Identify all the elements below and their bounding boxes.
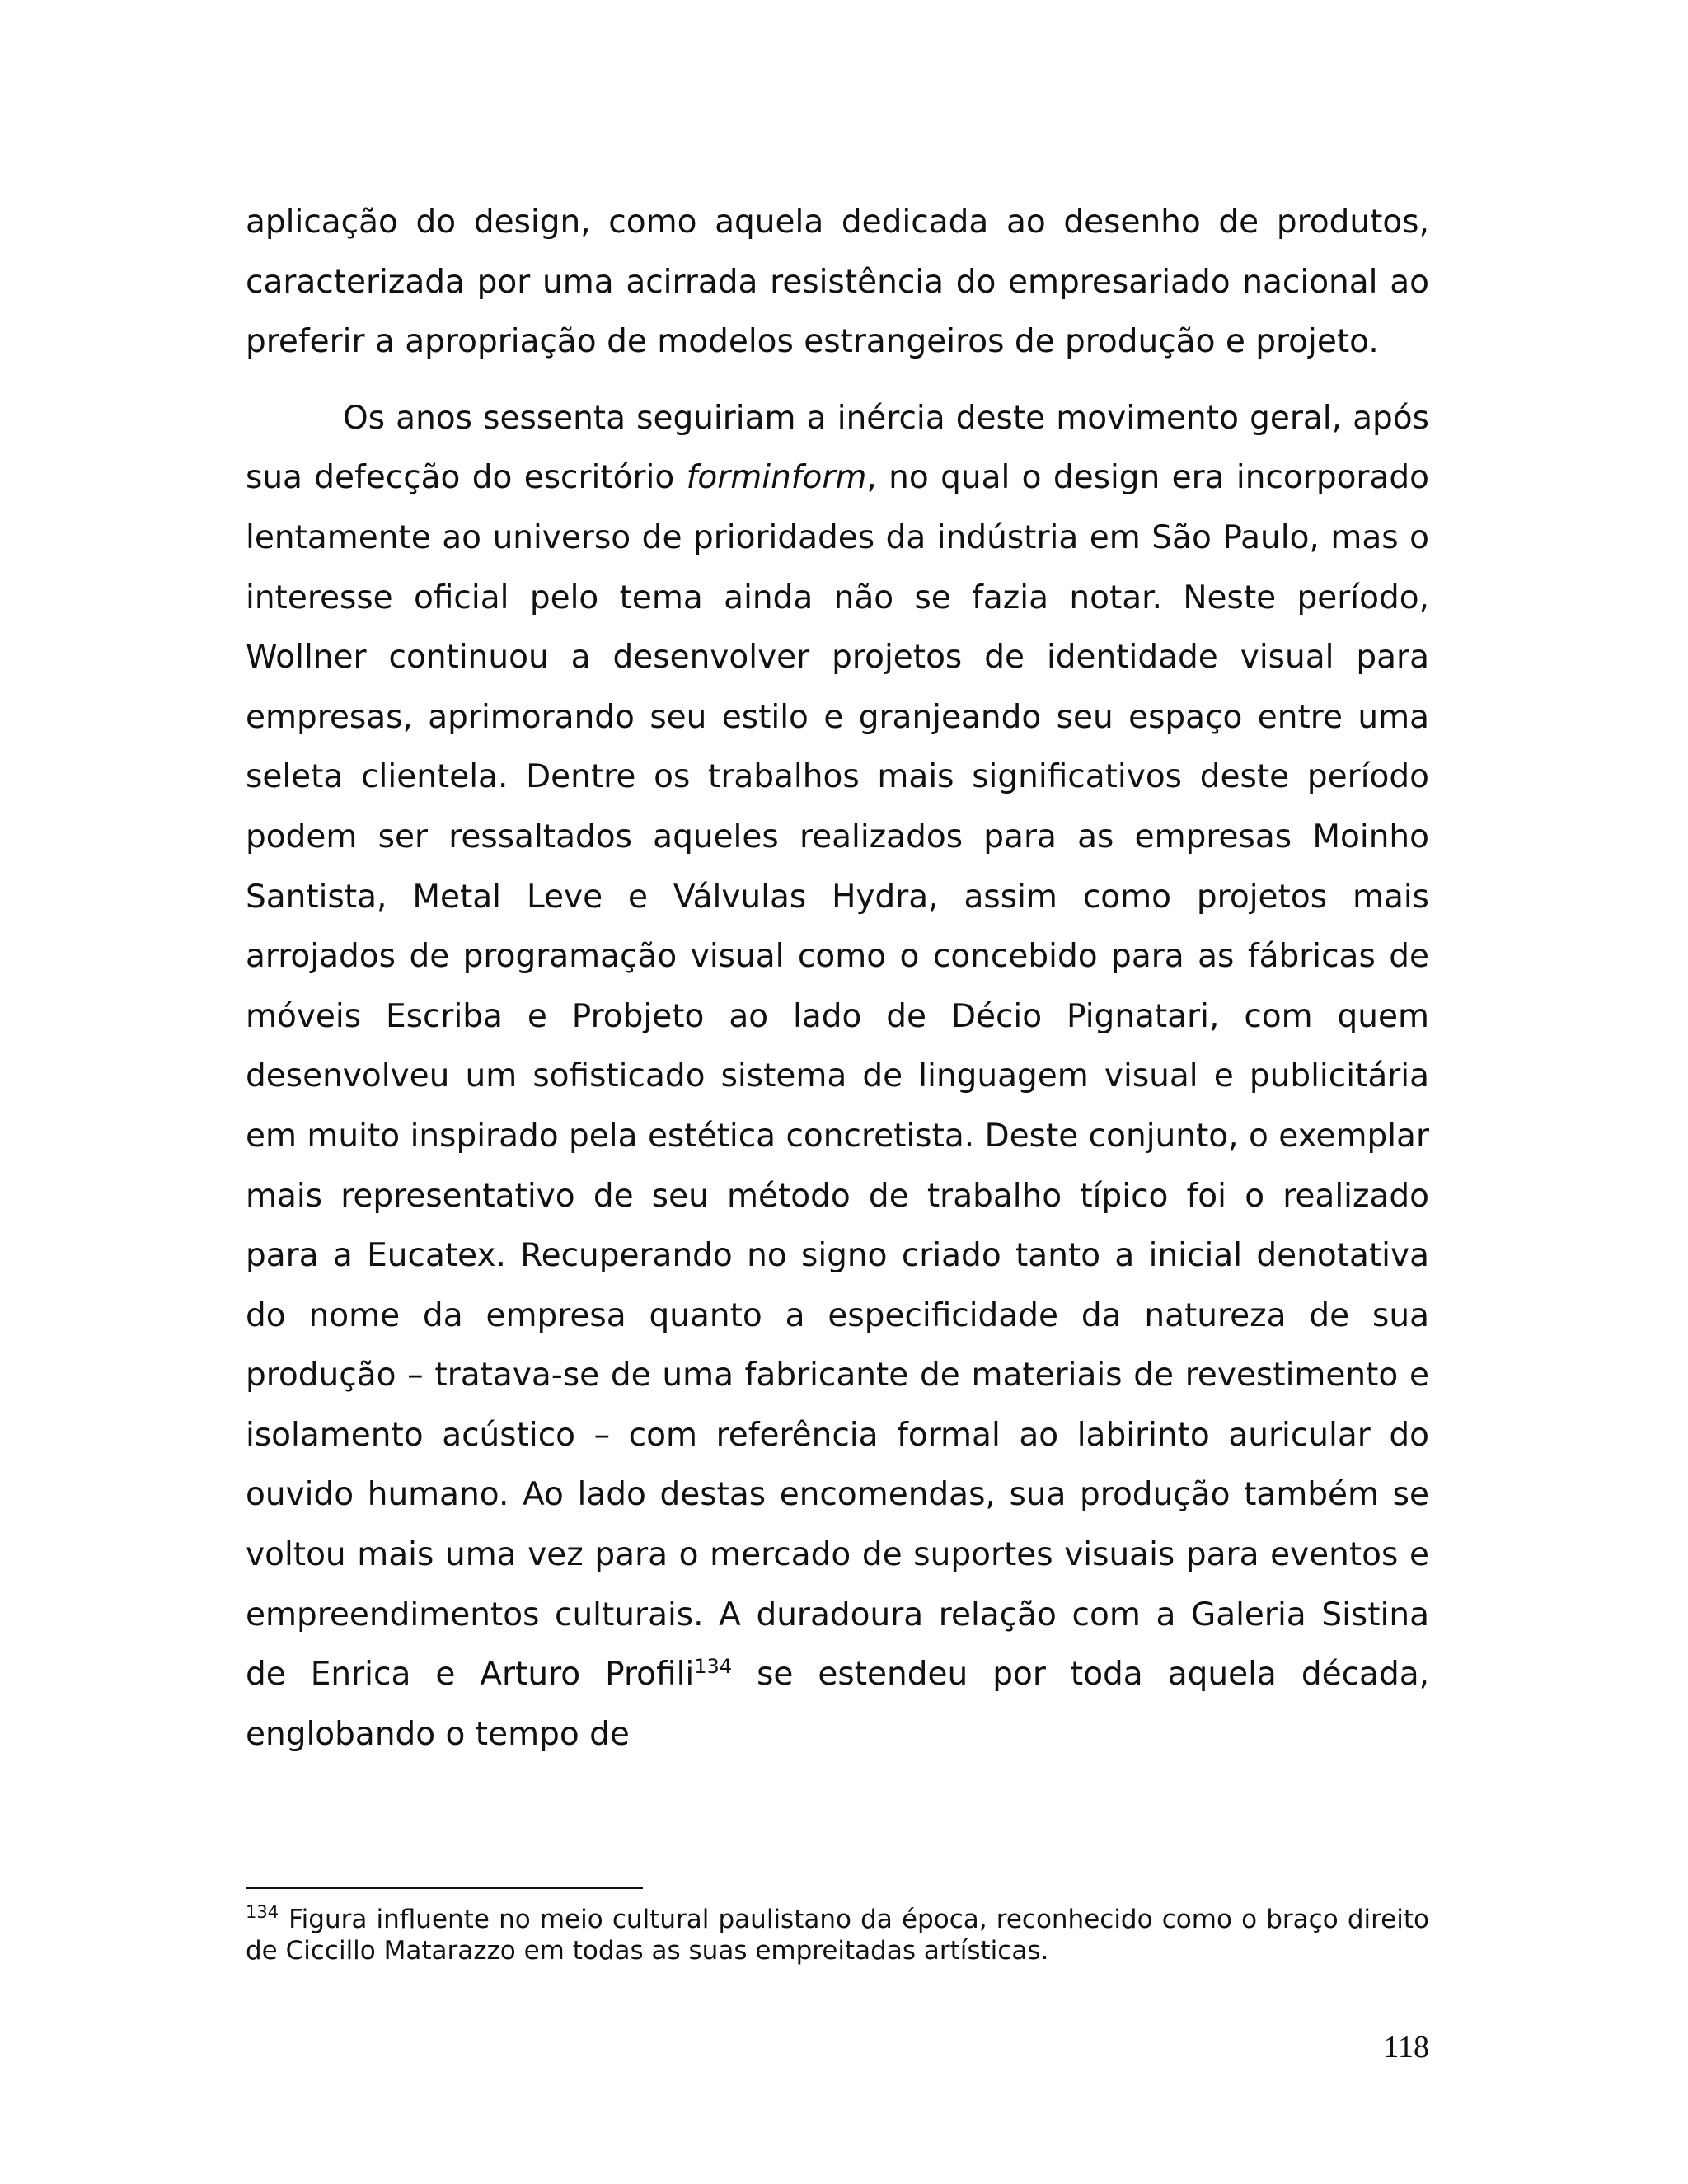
footnote-separator bbox=[246, 1887, 643, 1889]
footnote-number: 134 bbox=[246, 1902, 279, 1922]
paragraph-continuation: aplicação do design, como aquela dedicada ao desenho de produtos, caracterizada por uma acirrada resistência do empresariado nacional ao preferir a apropriação de modelos estrangeiros de produção e projeto. bbox=[246, 204, 1429, 361]
paragraph-text-end: se estendeu por toda aquela década, englobando o tempo de bbox=[246, 1656, 1429, 1753]
page-number: 118 bbox=[1383, 2030, 1429, 2064]
italic-term-forminform: forminform bbox=[686, 459, 867, 497]
footnote-text: Figura influente no meio cultural paulistano da época, reconhecido como o braço direito de Ciccillo Matarazzo em todas as suas empreitadas artísticas. bbox=[246, 1905, 1429, 1966]
paragraph-text-start: Os anos sessenta seguiriam a inércia deste movimento geral, após sua defecção do escritório bbox=[246, 399, 1429, 497]
footnote bbox=[246, 1904, 1429, 1966]
paragraph-sixties bbox=[246, 389, 1429, 1765]
body-text bbox=[246, 193, 1429, 1765]
paragraph-text-middle: , no qual o design era incorporado lentamente ao universo de prioridades da indústria em São Paulo, mas o interesse oficial pelo tema ainda não se fazia notar. Neste período, Wollner continuou a desenvolver projetos de identidade visual para empresas, aprimorando seu estilo e granjeando seu espaço entre uma seleta clientela. Dentre os trabalhos mais significativos deste período podem ser ressaltados aqueles realizados para as empresas Moinho Santista, Metal Leve e Válvulas Hydra, assim como projetos mais arrojados de programação visual como o concebido para as fábricas de móveis Escriba e Probjeto ao lado de Décio Pignatari, com quem desenvolveu um sofisticado sistema de linguagem visual e publicitária em muito inspirado pela estética concretista. Deste conjunto, o exemplar mais representativo de seu método de trabalho típico foi o realizado para a Eucatex. Recuperando no signo criado tanto a inicial denotativa do nome da empresa quanto a especificidade da natureza de sua produção – tratava-se de uma fabricante de materiais de revestimento e isolamento acústico – com referência formal ao labirinto auricular do ouvido humano. Ao lado destas encomendas, sua produção também se voltou mais uma vez para o mercado de suportes visuais para eventos e empreendimentos culturais. A duradoura relação com a Galeria Sistina de Enrica e Arturo Profili bbox=[246, 459, 1429, 1694]
footnote-reference[interactable]: 134 bbox=[694, 1655, 733, 1679]
